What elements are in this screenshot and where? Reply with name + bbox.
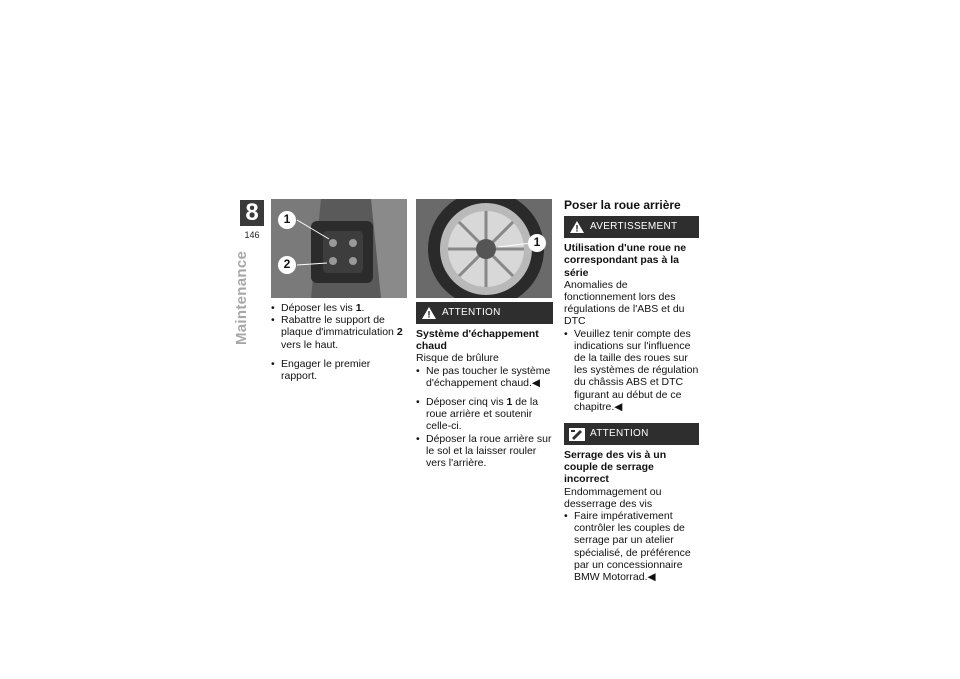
warning-bar [564,423,699,445]
figure-label-1: 1 [533,235,541,249]
list-item: • Déposer les vis 1. [271,302,407,314]
list-item: • Ne pas toucher le système d'échappement chaud.◀ [416,365,553,389]
warning-bar [416,302,553,324]
warning-triangle-icon [564,221,590,233]
step-list [416,396,553,469]
warning-title: Système d'échappement chaud [416,328,539,353]
column-3 [564,199,699,583]
list-item: • Engager le premier rapport. [271,358,407,382]
column-2 [416,199,553,469]
warning-triangle-icon [416,307,442,319]
column-1 [271,199,407,382]
chapter-title: Maintenance [233,250,250,345]
warning-label: ATTENTION [442,306,501,318]
warning-label: ATTENTION [590,427,649,439]
list-item: • Déposer cinq vis 1 de la roue arrière et soutenir celle-ci. [416,396,553,433]
list-item: • Veuillez tenir compte des indications sur l'influence de la taille des roues sur les systèmes de régulation du châssis ABS et DTC figurant au début de ce chapitre.◀ [564,328,699,413]
page-number: 146 [244,230,260,240]
figure-label-2: 2 [283,257,291,271]
warning-list [564,328,699,413]
warning-label: AVERTISSEMENT [590,221,678,233]
warning-risk: Anomalies de fonctionnement lors des régulations de l'ABS et du DTC [564,278,685,328]
list-item: • Déposer la roue arrière sur le sol et la laisser rouler vers l'arrière. [416,433,553,470]
section-heading: Poser la roue arrière [564,198,681,212]
rear-wheel-photo [416,199,552,298]
warning-list [416,365,553,389]
warning-bar [564,216,699,238]
step-list [271,302,407,382]
list-item: • Rabattre le support de plaque d'immatriculation 2 vers le haut. [271,314,407,351]
figure-label-1: 1 [283,212,291,226]
list-item: • Faire impérativement contrôler les couples de serrage par un atelier spécialisé, de préférence par un concessionnaire BMW Motorrad.◀ [564,510,699,583]
warning-title: Serrage des vis à un couple de serrage incorrect [564,449,667,486]
chapter-number: 8 [240,200,264,226]
license-plate-holder-photo [271,199,407,298]
wrench-icon [564,428,590,441]
warning-risk: Risque de brûlure [416,352,499,365]
warning-title: Utilisation d'une roue ne correspondant pas à la série [564,242,687,279]
warning-risk: Endommagement ou desserrage des vis [564,485,662,510]
warning-list [564,510,699,583]
